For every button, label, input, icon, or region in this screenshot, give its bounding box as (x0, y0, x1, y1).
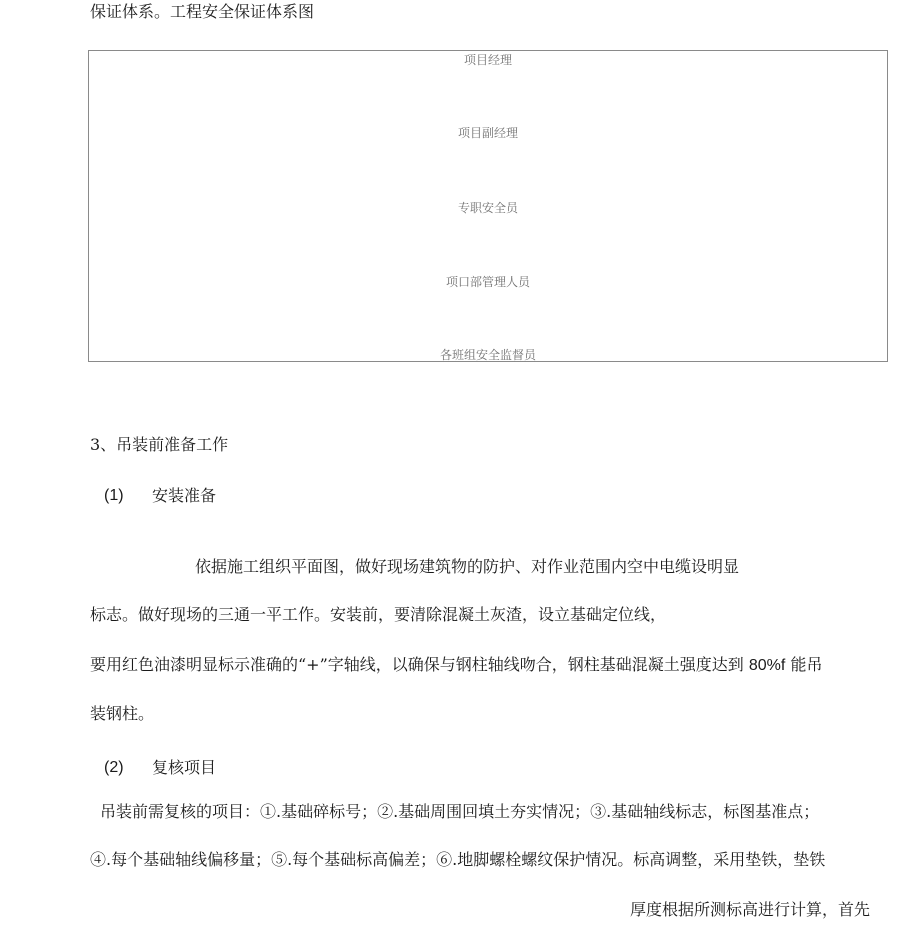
org-node-project-manager: 项目经理 (463, 53, 512, 67)
paragraph-text: 要用红色油漆明显标示准确的“+”字轴线，以确保与钢柱轴线吻合，钢柱基础混凝土强度达到 (90, 655, 744, 674)
org-node-deputy-manager: 项目副经理 (457, 126, 518, 140)
org-node-team-supervisors: 各班组安全监督员 (439, 348, 536, 362)
strength-value: 80%f (748, 657, 786, 674)
paragraph-line: 吊装前需复核的项目：①.基础碎标号；②.基础周围回填土夯实情况；③.基础轴线标志，标图基准点； (100, 802, 820, 821)
section-3-title: 3、吊装前准备工作 (90, 435, 229, 454)
paragraph-line: 厚度根据所测标高进行计算，首先 (630, 900, 871, 919)
intro-heading: 保证体系。工程安全保证体系图 (90, 2, 315, 21)
paragraph-line: 标志。做好现场的三通一平工作。安装前，要清除混凝土灰渣，设立基础定位线， (90, 605, 667, 624)
subsection-2-title: 复核项目 (152, 758, 217, 777)
paragraph-text: 能吊 (790, 655, 823, 674)
subsection-2-number: (2) (104, 759, 124, 776)
paragraph-line: 依据施工组织平面图，做好现场建筑物的防护、对作业范围内空中电缆设明显 (195, 557, 740, 576)
org-node-safety-officer: 专职安全员 (457, 201, 518, 215)
safety-org-chart (88, 50, 888, 362)
subsection-1-title: 安装准备 (152, 486, 217, 505)
paragraph-line: 装钢柱。 (90, 704, 155, 723)
paragraph-line (90, 655, 822, 676)
paragraph-line: ④.每个基础轴线偏移量；⑤.每个基础标高偏差；⑥.地脚螺栓螺纹保护情况。标高调整，采用垫铁，垫铁 (90, 850, 826, 869)
subsection-1-number: (1) (104, 487, 124, 504)
org-node-dept-staff: 项口部管理人员 (445, 275, 530, 289)
